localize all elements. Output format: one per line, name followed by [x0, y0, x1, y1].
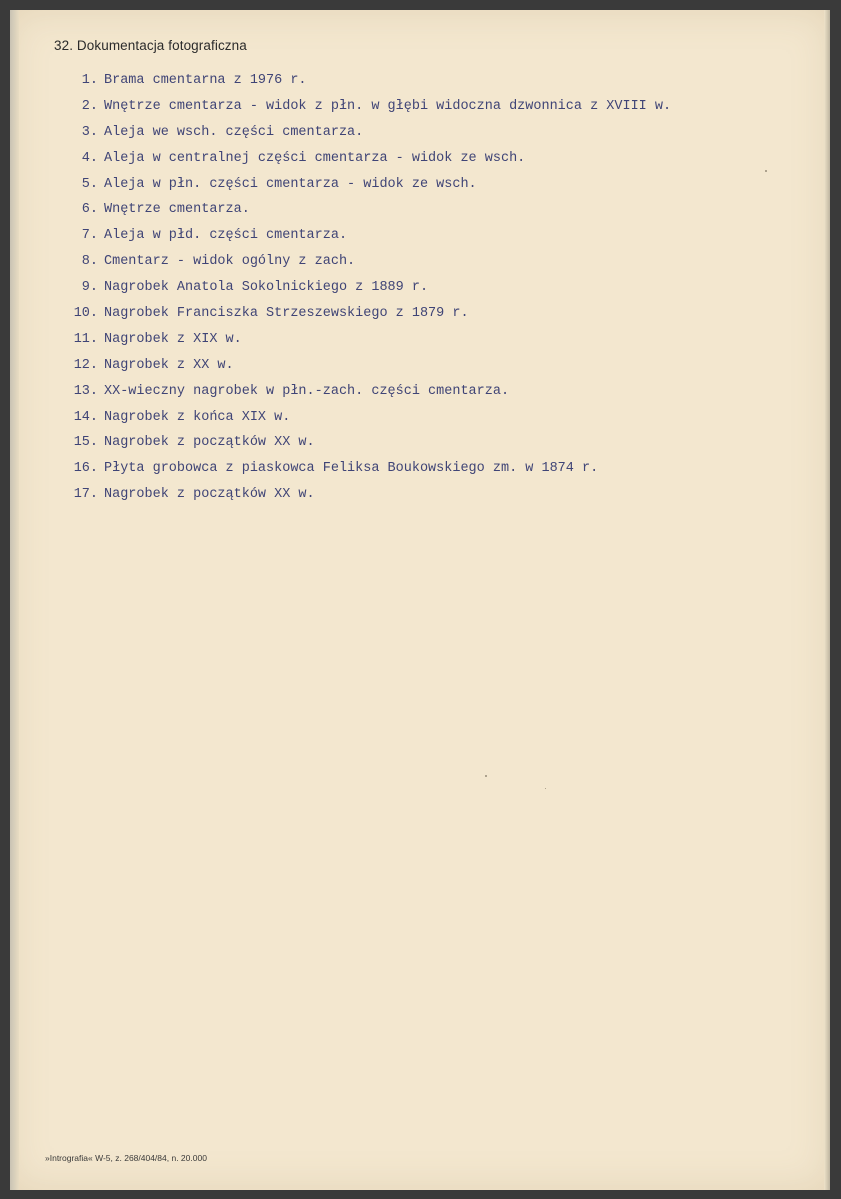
- item-text: XX-wieczny nagrobek w płn.-zach. części cmentarza.: [104, 383, 510, 399]
- list-item: [62, 94, 671, 120]
- item-number: 8.: [81, 254, 98, 270]
- list-item: [62, 430, 671, 456]
- item-text: Aleja we wsch. części cmentarza.: [104, 124, 364, 140]
- document-page: [10, 10, 830, 1190]
- item-number: 11.: [73, 331, 98, 347]
- item-text: Nagrobek z początków XX w.: [104, 487, 315, 503]
- list-item: [62, 379, 671, 405]
- item-text: Nagrobek z XX w.: [104, 357, 234, 373]
- item-text: Aleja w płn. części cmentarza - widok ze wsch.: [104, 176, 477, 192]
- item-number: 7.: [81, 228, 98, 244]
- page-title: 32. Dokumentacja fotograficzna: [54, 38, 247, 53]
- item-text: Nagrobek Franciszka Strzeszewskiego z 1879 r.: [104, 306, 469, 322]
- photo-documentation-list: [62, 68, 671, 508]
- item-number: 3.: [81, 124, 98, 140]
- item-number: 16.: [73, 461, 98, 477]
- item-number: 2.: [81, 98, 98, 114]
- item-text: Nagrobek z końca XIX w.: [104, 409, 291, 425]
- item-text: Cmentarz - widok ogólny z zach.: [104, 254, 356, 270]
- list-item: [62, 146, 671, 172]
- page-edge-right: [824, 10, 830, 1190]
- list-item: [62, 327, 671, 353]
- item-number: 6.: [81, 202, 98, 218]
- list-item: [62, 120, 671, 146]
- list-item: [62, 456, 671, 482]
- item-text: Wnętrze cmentarza.: [104, 202, 250, 218]
- list-item: [62, 405, 671, 431]
- paper-speck: [765, 170, 767, 172]
- item-number: 10.: [73, 306, 98, 322]
- list-item: [62, 249, 671, 275]
- item-text: Brama cmentarna z 1976 r.: [104, 73, 307, 88]
- item-number: 4.: [81, 150, 98, 166]
- item-text: Aleja w centralnej części cmentarza - widok ze wsch.: [104, 150, 526, 166]
- item-number: 14.: [73, 409, 98, 425]
- list-item: [62, 301, 671, 327]
- item-text: Płyta grobowca z piaskowca Feliksa Boukowskiego zm. w 1874 r.: [104, 461, 599, 477]
- list-item: [62, 482, 671, 508]
- list-item: [62, 223, 671, 249]
- item-number: 17.: [73, 487, 98, 503]
- item-text: Nagrobek z początków XX w.: [104, 435, 315, 451]
- item-number: 12.: [73, 357, 98, 373]
- printer-imprint: »Intrografia« W-5, z. 268/404/84, n. 20.000: [45, 1153, 207, 1163]
- list-item: [62, 172, 671, 198]
- list-item: [62, 353, 671, 379]
- list-item: [62, 197, 671, 223]
- item-number: 13.: [73, 383, 98, 399]
- item-number: 5.: [81, 176, 98, 192]
- item-number: 1.: [81, 73, 98, 88]
- item-number: 15.: [73, 435, 98, 451]
- item-text: Wnętrze cmentarza - widok z płn. w głębi widoczna dzwonnica z XVIII w.: [104, 98, 672, 114]
- list-item: [62, 275, 671, 301]
- paper-speck: [545, 788, 546, 789]
- item-number: 9.: [81, 280, 98, 296]
- paper-speck: [485, 775, 487, 777]
- page-edge-left: [10, 10, 19, 1190]
- item-text: Nagrobek z XIX w.: [104, 331, 242, 347]
- item-text: Aleja w płd. części cmentarza.: [104, 228, 348, 244]
- list-item: [62, 68, 671, 94]
- item-text: Nagrobek Anatola Sokolnickiego z 1889 r.: [104, 280, 429, 296]
